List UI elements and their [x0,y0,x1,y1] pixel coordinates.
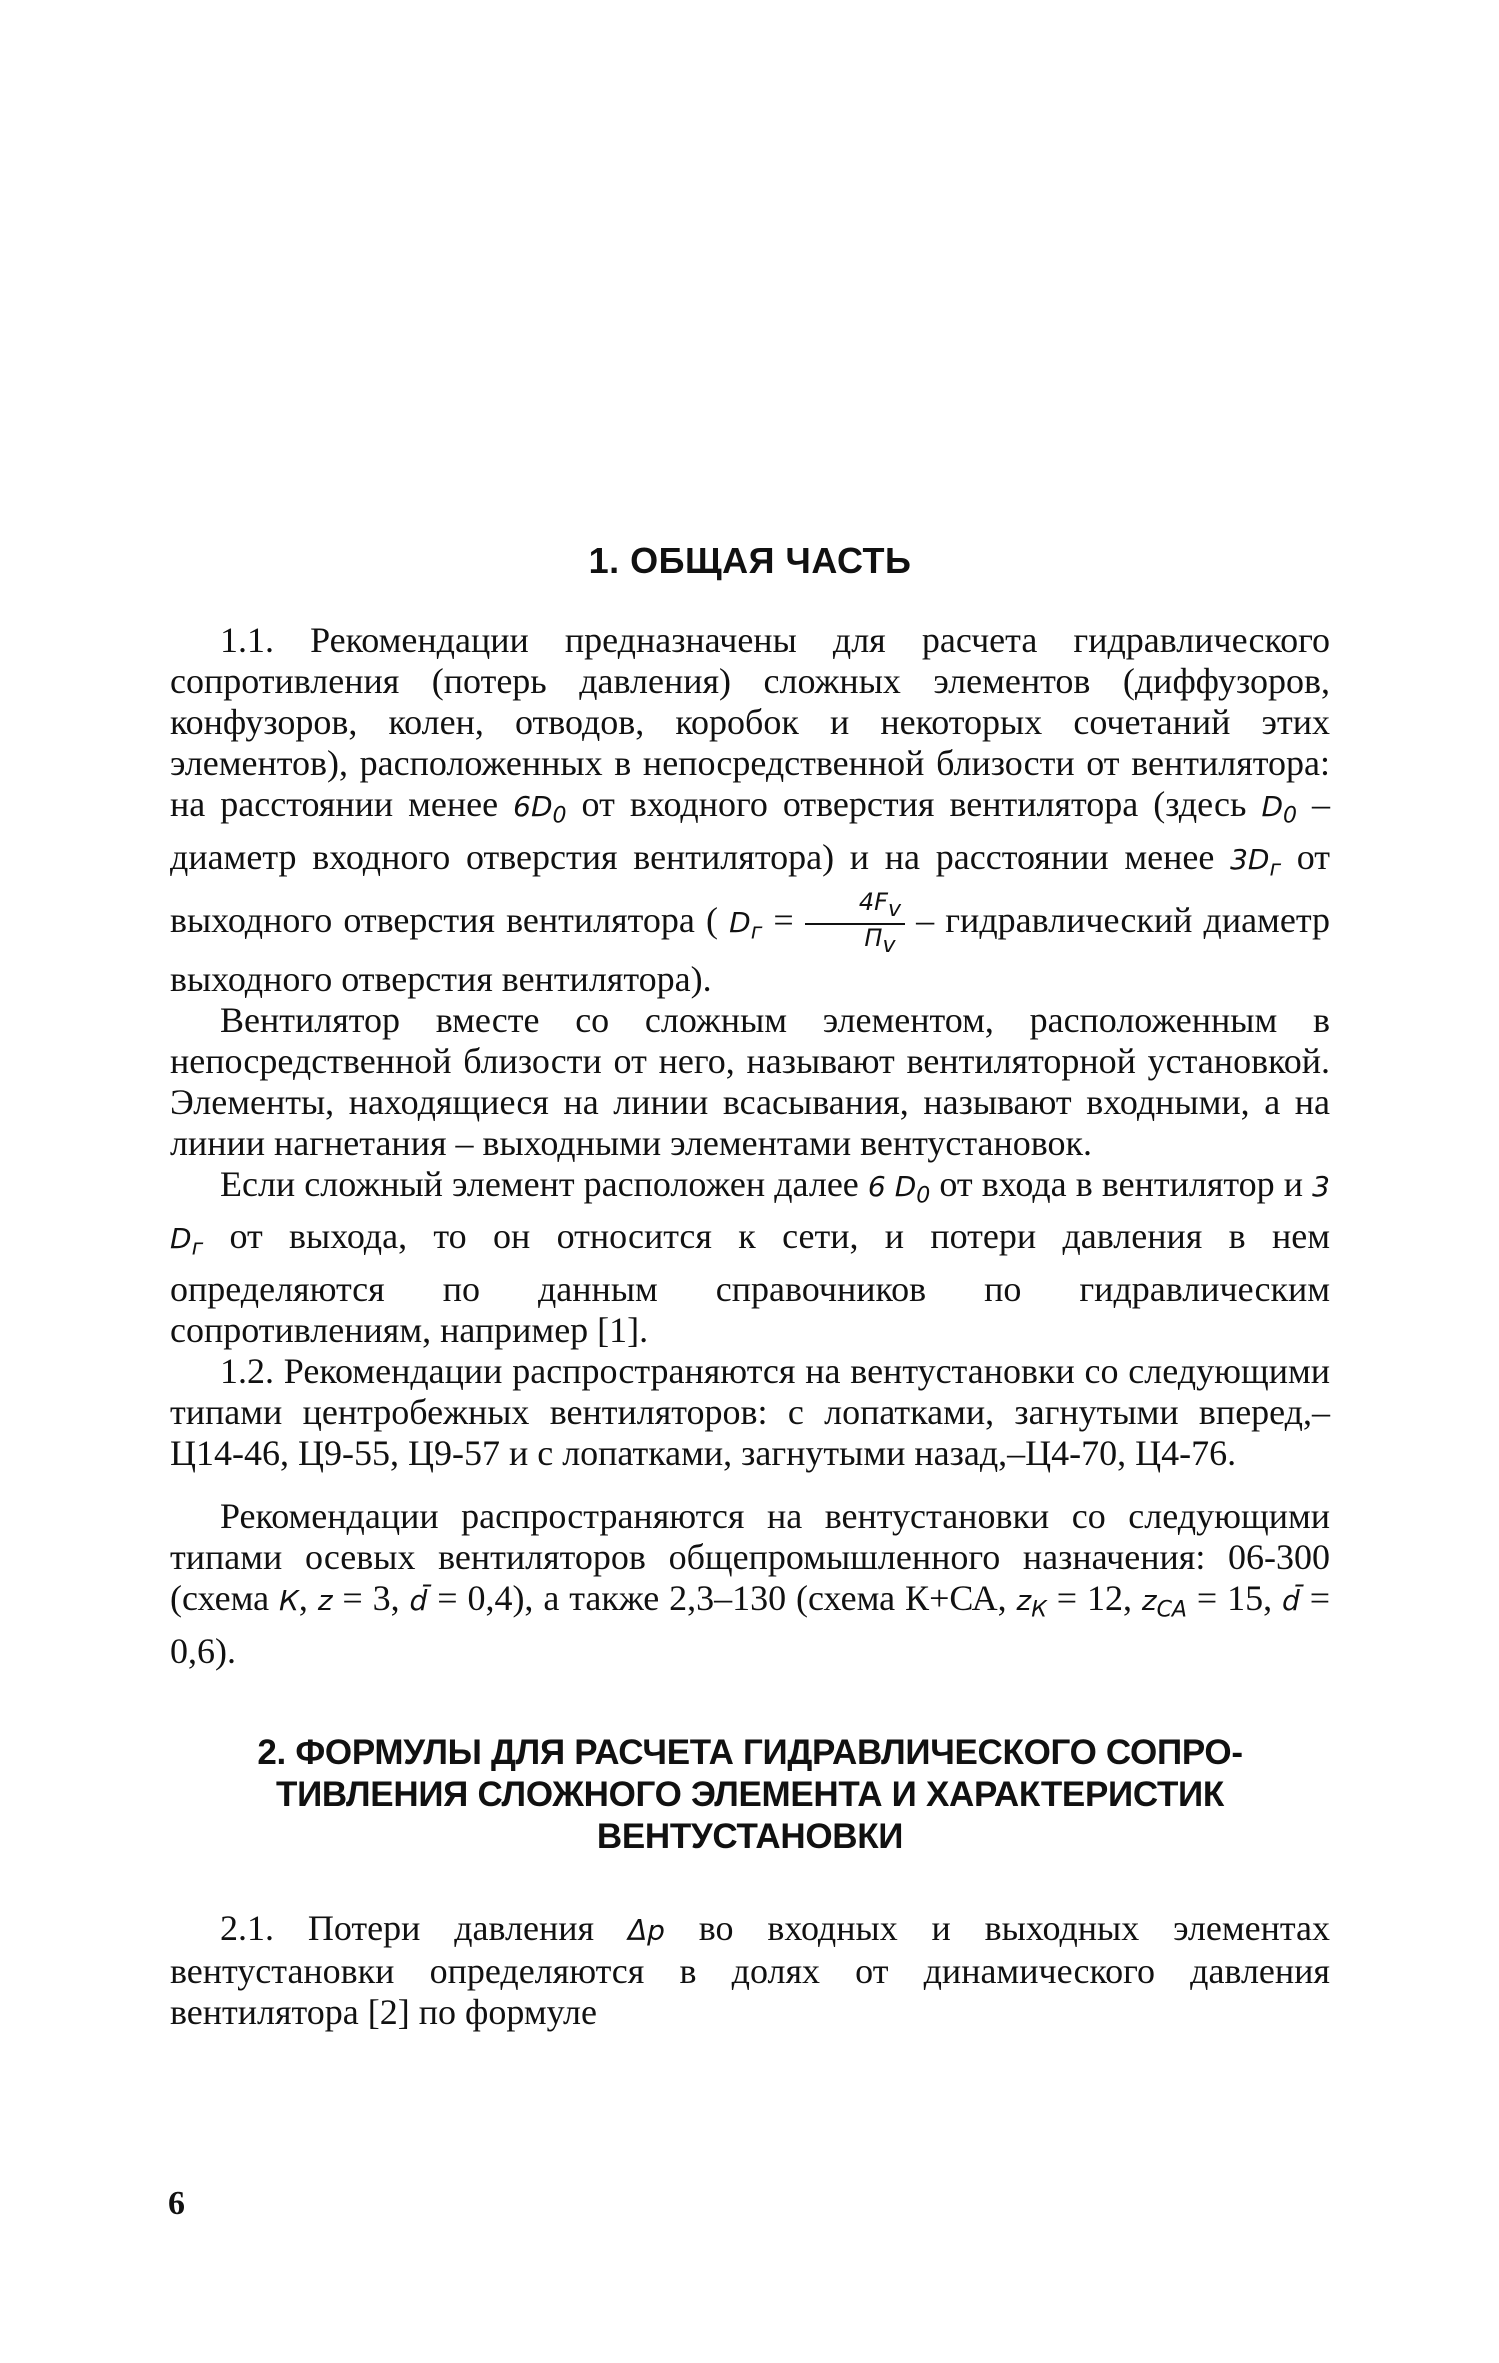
text: от выхода, то он относится к сети, и потери давления в нем определяются по данным справочников по гидравлическим сопротивлениям, например [1]. [170,1216,1330,1350]
symbol: z [1016,1583,1032,1617]
symbol-6d0 [513,790,567,829]
paragraph-axial-fans [170,1496,1330,1672]
symbol-delta-p: Δp [627,1913,665,1947]
text: – диаметр входного отверстия вентилятора) и на расстоянии менее [170,784,1331,877]
page-content [170,540,1330,2033]
section-1-heading: 1. ОБЩАЯ ЧАСТЬ [588,540,912,581]
heading-line: ВЕНТУСТАНОВКИ [596,1816,904,1856]
symbol-d0 [1261,790,1297,829]
paragraph-2-1 [170,1908,1330,2033]
text: , [298,1577,318,1618]
symbol-dg [729,906,763,945]
symbol: 3 D [170,1169,1330,1256]
symbol: D [1261,790,1283,823]
text: Если сложный элемент расположен далее [220,1163,868,1204]
subscript: К [1031,1597,1047,1623]
text: во входных и выходных элементах вентустановки определяются в долях от динамического давления вентилятора [2] по формуле [170,1907,1331,2032]
symbol-3dg [1230,842,1281,882]
symbol-d-bar: d̄ [1282,1583,1300,1617]
text: = 0,4), а также 2,3–130 (схема К+СА, [427,1577,1017,1618]
paragraph-1-2: 1.2. Рекомендации распространяются на вентустановки со следующими типами центробежных вентиляторов: с лопатками, загнутыми вперед,–Ц14-46, Ц9-55, Ц9-57 и с лопатками, загнутыми назад,–Ц4-70, Ц4-76. [170,1350,1330,1473]
fraction-4fv-pv [805,889,905,959]
subscript: 0 [1283,803,1297,829]
fraction-numerator [805,889,905,925]
subscript: г [1269,856,1281,882]
symbol-zk [1016,1583,1047,1623]
symbol: 6D [513,790,553,823]
subscript: 0 [552,803,567,829]
subscript: 0 [916,1183,931,1209]
symbol-6d0 [867,1169,931,1209]
subscript: v [887,896,901,922]
subscript: СА [1156,1597,1187,1623]
heading-line: ТИВЛЕНИЯ СЛОЖНОГО ЭЛЕМЕНТА И ХАРАКТЕРИСТИК [276,1774,1224,1814]
symbol: 3D [1230,842,1270,876]
text: от входа в вентилятор и [930,1163,1313,1204]
symbol: П [864,923,883,952]
text: = 15, [1186,1577,1283,1618]
symbol: 4F [858,888,888,917]
symbol: z [1141,1583,1157,1617]
text: 2.1. Потери давления [220,1907,628,1948]
paragraph-fan-installation: Вентилятор вместе со сложным элементом, расположенным в непосредственной близости от него, называют вентиляторной установкой. Элементы, находящиеся на линии всасывания, называют входными, а на линии нагнетания – выходными элементами вентустановок. [170,999,1330,1163]
symbol-d-bar: d̄ [409,1583,428,1617]
text: от входного отверстия вентилятора (здесь [566,784,1262,824]
text: 1.1. Рекомендации предназначены для расчета гидравлического сопротивления (потерь давления) сложных элементов (диффузоров, конфузоров, колен, отводов, коробок и некоторых сочетаний этих элементов), расположенных в непосредственной близости от вентилятора: на расстоянии менее [170,620,1330,824]
page-number: 6 [168,2185,185,2222]
subscript: v [882,932,896,958]
section-2-heading [170,1732,1330,1858]
subscript: г [191,1235,204,1261]
symbol-k: К [279,1583,299,1617]
equals: = [762,900,805,941]
text: = 3, [332,1577,410,1618]
text: = 12, [1046,1577,1142,1618]
subscript: г [750,919,763,945]
paragraph-network-elements [170,1164,1330,1351]
symbol: D [729,906,751,940]
symbol-z: z [317,1583,333,1617]
heading-line: 2. ФОРМУЛЫ ДЛЯ РАСЧЕТА ГИДРАВЛИЧЕСКОГО СОПРО- [257,1732,1243,1772]
text: Рекомендации распространяются на вентустановки со следующими типами осевых вентиляторов общепромышленного назначения: 06-300 (схема [170,1495,1330,1618]
symbol-zca [1141,1583,1187,1623]
text: = 0,6). [170,1577,1331,1671]
text: от выходного отверстия вентилятора ( [170,836,1330,941]
paragraph-1-1 [170,620,1330,1000]
text: – гидравлический диаметр выходного отверстия вентилятора). [170,900,1330,999]
symbol: 6 D [867,1169,917,1203]
fraction-denominator [805,925,905,959]
